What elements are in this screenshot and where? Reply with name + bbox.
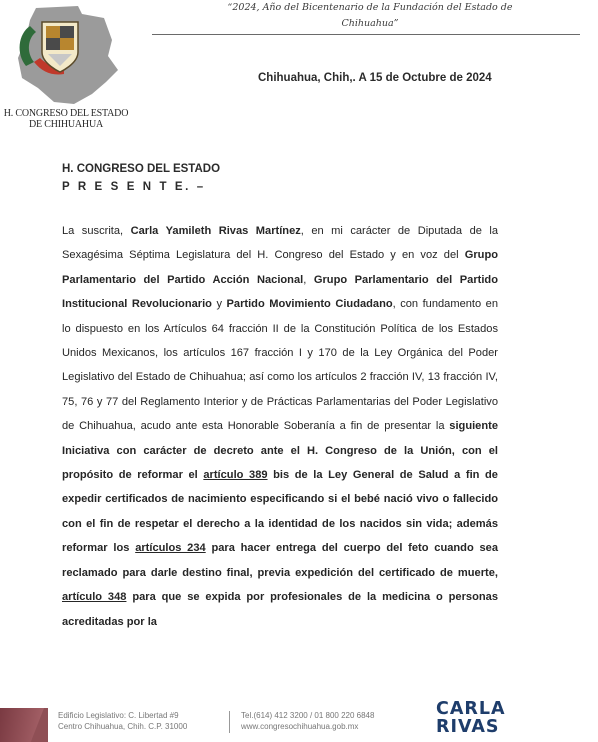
- footer-contact: [241, 710, 374, 732]
- party-group-pri: Grupo Parlamentario del Partido Institucional Revolucionario: [62, 273, 498, 311]
- initiative-text: bis de la Ley General de Salud a fin de expedir certificados de nacimiento especificando si el bebé nació vivo o fallecido con el fin de respetar el derecho a la identidad de los nacidos sin vida; además reformar los: [62, 469, 498, 555]
- logo-caption-line1: H. CONGRESO DEL ESTADO: [3, 108, 129, 119]
- motto-line1: “2024, Año del Bicentenario de la Fundación del Estado de: [227, 2, 513, 13]
- body-text-run: ,: [303, 273, 314, 286]
- article-389-ref: artículo 389: [203, 469, 268, 482]
- article-348-ref: artículo 348: [62, 591, 127, 604]
- logo-caption-line2: DE CHIHUAHUA: [29, 119, 103, 130]
- header-divider: [152, 34, 580, 35]
- initiative-text: para hacer entrega del cuerpo del feto cuando sea reclamado para darle destino final, previa expedición del certificado de muerte,: [62, 542, 498, 579]
- footer-address-line2: Centro Chihuahua, Chih. C.P. 31000: [58, 722, 188, 731]
- brand-line2: RIVAS: [436, 717, 500, 737]
- footer-phone: Tel.(614) 412 3200 / 01 800 220 6848: [241, 711, 375, 720]
- body-text-run: , en mi carácter de Diputada de la Sexagésima Séptima Legislatura del H. Congreso del Estado y en voz del: [62, 225, 499, 262]
- footer-address: [58, 710, 187, 732]
- party-group-pan: Grupo Parlamentario del Partido Acción Nacional: [62, 249, 498, 286]
- motto: [205, 0, 535, 32]
- signer-name: Carla Yamileth Rivas Martínez: [130, 225, 301, 237]
- addressee-line2: P R E S E N T E. –: [62, 181, 206, 193]
- body-text-run: La suscrita,: [62, 225, 131, 237]
- footer-separator: [229, 711, 230, 733]
- footer-website: www.congresochihuahua.gob.mx: [241, 722, 359, 731]
- article-234-ref: artículos 234: [135, 542, 206, 555]
- document-date: Chihuahua, Chih,. A 15 de Octubre de 2024: [258, 72, 492, 84]
- body-text-run: y: [211, 298, 227, 311]
- congress-seal-icon: [8, 4, 128, 108]
- body-text-run: , con fundamento en lo dispuesto en los Artículos 64 fracción II de la Constitución Política de los Estados Unidos Mexicanos, los artículos 167 fracción I y 170 de la Ley Orgánica del Poder Legislativo del Estado de Chihuahua; así como los artículos 2 fracción IV, 13 fracción IV, 75, 76 y 77 del Reglamento Interior y de Prácticas Parlamentarias del Poder Legislativo de Chihuahua, acudo ante esta Honorable Soberanía a fin de presentar la: [62, 298, 498, 433]
- footer-address-line1: Edificio Legislativo: C. Libertad #9: [58, 711, 179, 720]
- logo-caption: [0, 108, 132, 130]
- initiative-text: para que se expida por profesionales de la medicina o personas acreditadas por la: [62, 591, 498, 628]
- party-mc: Partido Movimiento Ciudadano: [226, 298, 393, 311]
- body-paragraph: [62, 219, 498, 634]
- motto-line2: Chihuahua”: [341, 18, 399, 29]
- addressee: [62, 160, 220, 196]
- addressee-line1: H. CONGRESO DEL ESTADO: [62, 163, 221, 175]
- brand-logo: [436, 700, 506, 736]
- brand-line1: CARLA: [436, 699, 506, 719]
- initiative-text: siguiente Iniciativa con carácter de decreto ante el H. Congreso de la Unión, con el propósito de reformar el: [62, 420, 498, 482]
